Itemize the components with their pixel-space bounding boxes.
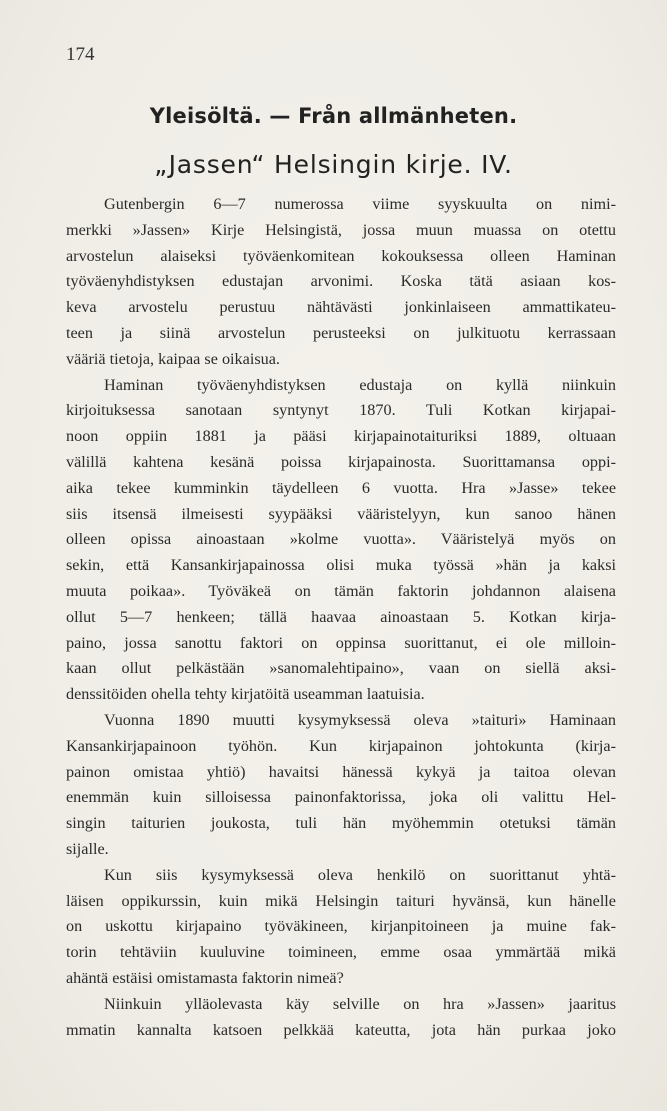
body-line: kirjoituksessa sanotaan syntynyt 1870. Tuli Kotkan kirjapai-: [66, 401, 616, 420]
body-line: merkki »Jassen» Kirje Helsingistä, jossa muun muassa on otettu: [66, 220, 616, 239]
body-line: Gutenbergin 6—7 numerossa viime syyskuulta on nimi-: [104, 195, 616, 213]
section-heading: Yleisöltä. — Från allmänheten.: [149, 104, 518, 128]
body-line: Kun siis kysymyksessä oleva henkilö on suorittanut yhtä-: [104, 865, 616, 884]
body-line: välillä kahtena kesänä poissa kirjapainosta. Suorittamansa oppi-: [66, 452, 616, 471]
body-line: noon oppiin 1881 ja pääsi kirjapainotaituriksi 1889, oltuaan: [66, 427, 616, 446]
body-line: muuta poikaa». Työväkeä on tämän faktorin johdannon alaisena: [66, 581, 616, 600]
body-line: teen ja siinä arvostelun perusteeksi on julkituotu kerrassaan: [66, 323, 616, 342]
body-line: singin taiturien joukosta, tuli hän myöhemmin otetuksi tämän: [66, 814, 616, 833]
body-line: vääriä tietoja, kaipaa se oikaisua.: [66, 349, 280, 368]
body-line: ahäntä estäisi omistamasta faktorin nimeä?: [66, 968, 344, 987]
body-line: työväenyhdistyksen edustajan arvonimi. Koska tätä asiaan kos-: [66, 272, 616, 291]
article-title: „Jassen“ Helsingin kirje. IV.: [154, 150, 513, 179]
body-line: denssitöiden ohella tehty kirjatöitä useamman laatuisia.: [66, 685, 425, 704]
body-line: ollut 5—7 henkeen; tällä haavaa ainoastaan 5. Kotkan kirja-: [66, 607, 616, 626]
body-line: Haminan työväenyhdistyksen edustaja on kyllä niinkuin: [104, 375, 616, 394]
body-line: Kansankirjapainoon työhön. Kun kirjapainon johtokunta (kirja-: [66, 736, 616, 755]
body-line: siis itsensä ilmeisesti syypääksi vääristelyyn, kun sanoo hänen: [66, 504, 616, 523]
body-line: torin tehtäviin kuuluvine toimineen, emme osaa ymmärtää mikä: [66, 943, 616, 962]
body-line: mmatin kannalta katsoen pelkkää kateutta, jota hän purkaa joko: [66, 1020, 616, 1039]
body-line: Vuonna 1890 muutti kysymyksessä oleva »taituri» Haminaan: [104, 710, 616, 729]
body-line: läisen oppikurssin, kuin mikä Helsingin taituri hyvänsä, kun hänelle: [66, 891, 616, 910]
body-line: arvostelun alaiseksi työväenkomitean kokouksessa olleen Haminan: [66, 246, 616, 265]
article-body: [66, 192, 616, 1043]
body-line: paino, jossa sanottu faktori on oppinsa suorittanut, ei ole milloin-: [66, 633, 616, 652]
page-number: 174: [66, 44, 95, 65]
body-line: aika tekee kumminkin täydelleen 6 vuotta. Hra »Jasse» tekee: [66, 478, 616, 497]
body-line: painon omistaa yhtiö) havaitsi hänessä kykyä ja taitoa olevan: [66, 762, 616, 781]
body-line: on uskottu kirjapaino työväkineen, kirjanpitoineen ja muine fak-: [66, 917, 616, 936]
body-line: enemmän kuin silloisessa painonfaktorissa, joka oli valittu Hel-: [66, 788, 616, 807]
body-line: olleen opissa ainoastaan »kolme vuotta». Vääristelyä myös on: [66, 530, 616, 549]
body-line: keva arvostelu perustuu nähtävästi jonkinlaiseen ammattikateu-: [66, 298, 616, 317]
body-line: sijalle.: [66, 839, 109, 858]
body-line: sekin, että Kansankirjapainossa olisi muka työssä »hän ja kaksi: [66, 556, 616, 575]
body-line: kaan ollut pelkästään »sanomalehtipaino», vaan on siellä aksi-: [66, 659, 616, 678]
body-line: Niinkuin ylläolevasta käy selville on hra »Jassen» jaaritus: [104, 994, 616, 1013]
